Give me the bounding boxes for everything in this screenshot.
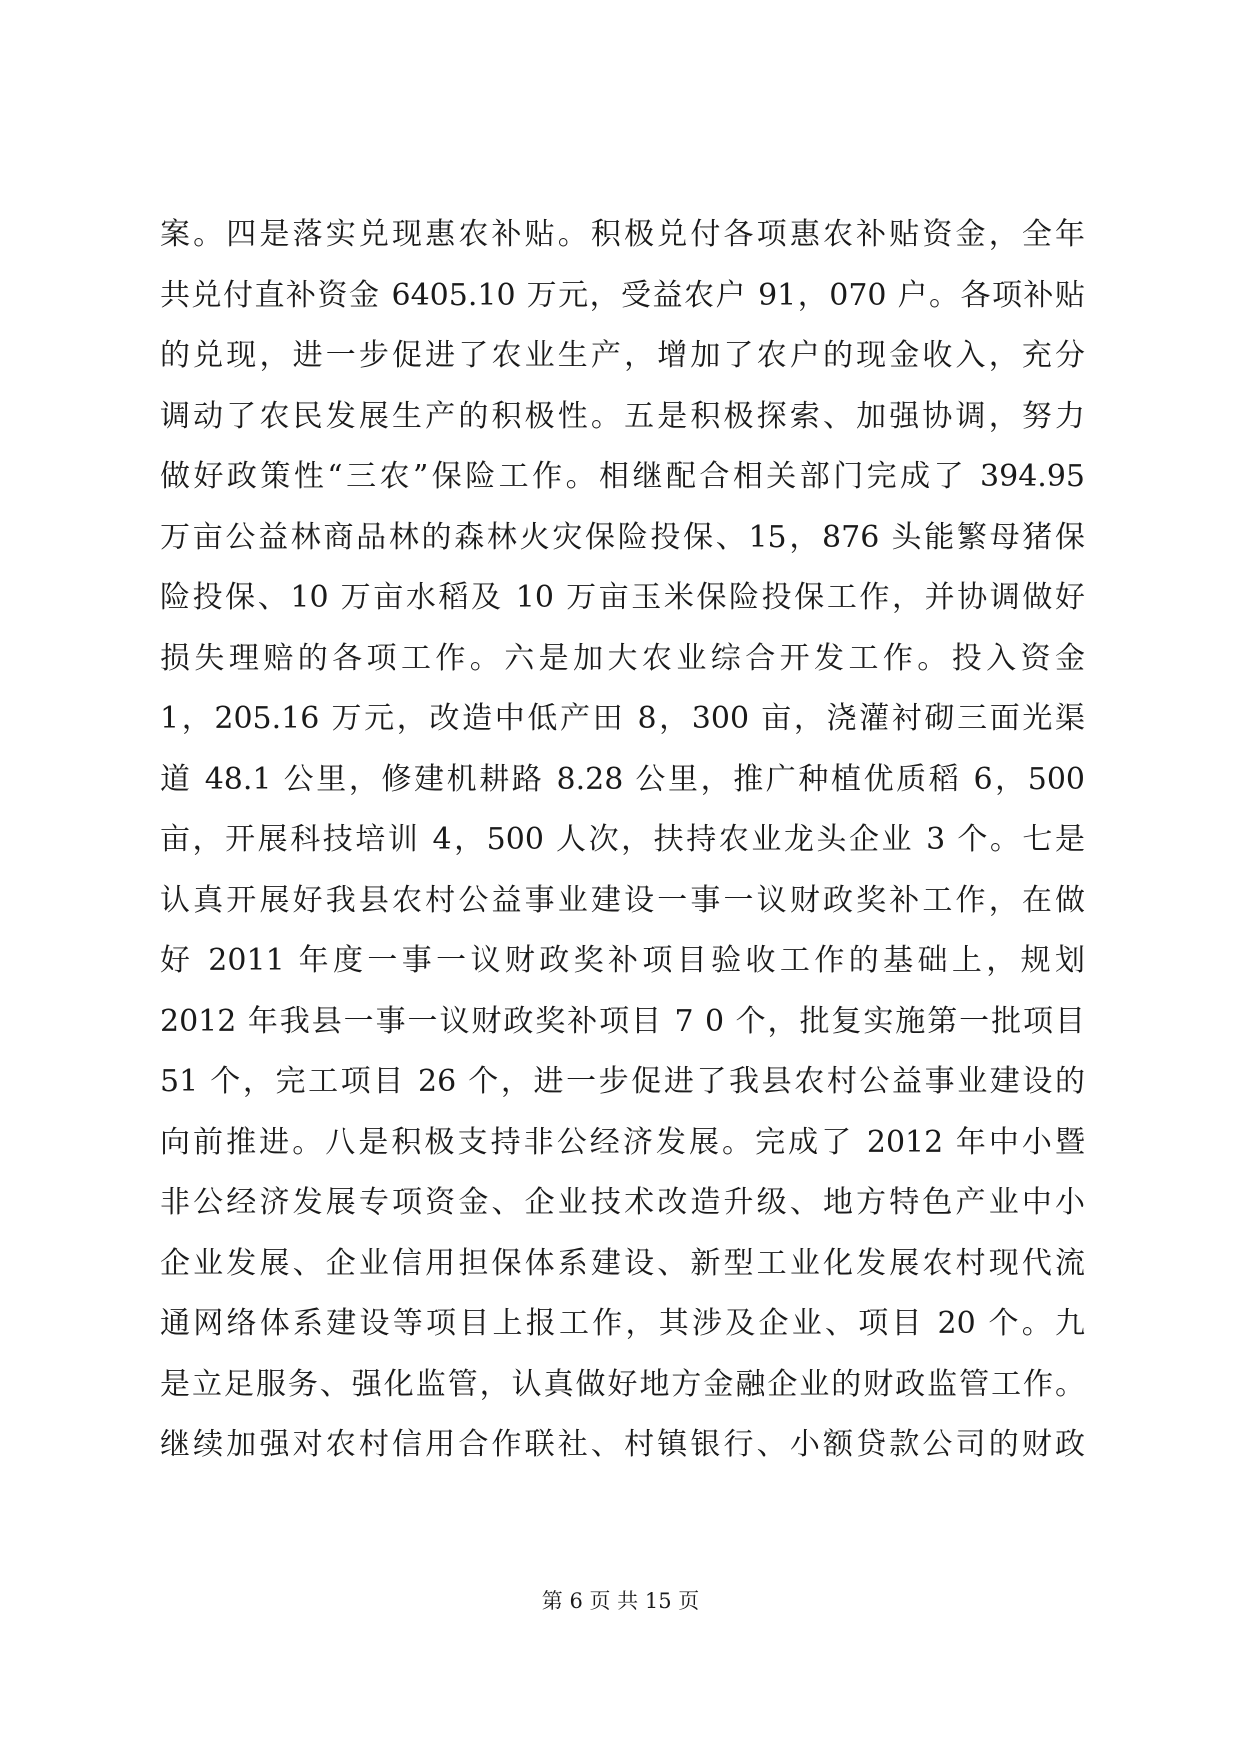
body-line-5: 做好政策性“三农”保险工作。相继配合相关部门完成了 394.95 (160, 459, 1085, 494)
body-line-7: 险投保、10 万亩水稻及 10 万亩玉米保险投保工作，并协调做好 (160, 580, 1085, 615)
body-line-9: 1，205.16 万元，改造中低产田 8，300 亩，浇灌衬砌三面光渠 (160, 701, 1085, 736)
body-line-19: 通网络体系建设等项目上报工作，其涉及企业、项目 20 个。九 (160, 1306, 1085, 1341)
body-line-11: 亩，开展科技培训 4，500 人次，扶持农业龙头企业 3 个。七是 (160, 822, 1085, 857)
body-line-15: 51 个，完工项目 26 个，进一步促进了我县农村公益事业建设的 (160, 1064, 1085, 1099)
document-body (160, 205, 1085, 1476)
body-line-14: 2012 年我县一事一议财政奖补项目 7 0 个，批复实施第一批项目 (160, 1003, 1085, 1039)
body-line-13: 好 2011 年度一事一议财政奖补项目验收工作的基础上，规划 (160, 943, 1085, 978)
body-line-4: 调动了农民发展生产的积极性。五是积极探索、加强协调，努力 (160, 398, 1085, 434)
body-line-16: 向前推进。八是积极支持非公经济发展。完成了 2012 年中小暨 (160, 1124, 1085, 1160)
body-line-1: 案。四是落实兑现惠农补贴。积极兑付各项惠农补贴资金，全年 (160, 217, 1085, 252)
body-line-18: 企业发展、企业信用担保体系建设、新型工业化发展农村现代流 (160, 1245, 1085, 1281)
page-number-footer: 第 6 页 共 15 页 (541, 1589, 700, 1613)
body-line-8: 损失理赔的各项工作。六是加大农业综合开发工作。投入资金 (160, 640, 1085, 676)
body-line-6: 万亩公益林商品林的森林火灾保险投保、15，876 头能繁母猪保 (160, 519, 1085, 555)
body-line-17: 非公经济发展专项资金、企业技术改造升级、地方特色产业中小 (160, 1185, 1085, 1220)
body-line-20: 是立足服务、强化监管，认真做好地方金融企业的财政监管工作。 (160, 1366, 1085, 1402)
body-line-3: 的兑现，进一步促进了农业生产，增加了农户的现金收入，充分 (160, 338, 1085, 373)
body-line-10: 道 48.1 公里，修建机耕路 8.28 公里，推广种植优质稻 6，500 (160, 761, 1085, 797)
body-line-12: 认真开展好我县农村公益事业建设一事一议财政奖补工作，在做 (160, 882, 1085, 918)
body-line-21: 继续加强对农村信用合作联社、村镇银行、小额贷款公司的财政 (160, 1427, 1085, 1462)
body-line-2: 共兑付直补资金 6405.10 万元，受益农户 91，070 户。各项补贴 (160, 277, 1085, 313)
